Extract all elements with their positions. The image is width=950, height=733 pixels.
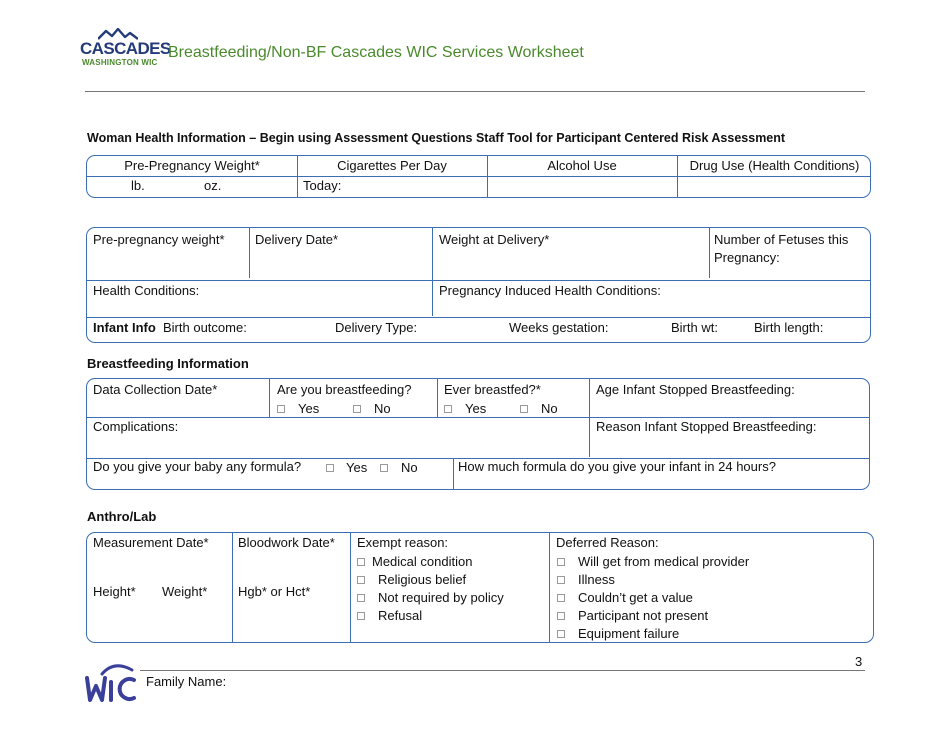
bf-yes-label: Yes (298, 401, 320, 416)
ever-bf-yes-checkbox[interactable] (444, 405, 452, 413)
deferred-option: Equipment failure (578, 626, 680, 641)
delivery-type-label: Delivery Type: (335, 320, 418, 335)
weeks-gestation-label: Weeks gestation: (509, 320, 609, 335)
pregnancy-table (86, 227, 871, 343)
ever-breastfed-field: Ever breastfed?* (444, 382, 541, 397)
are-you-breastfeeding-field: Are you breastfeeding? (277, 382, 412, 397)
bf-no-label: No (374, 401, 391, 416)
birth-outcome-label: Birth outcome: (163, 320, 247, 335)
exempt-medical-checkbox[interactable] (357, 558, 365, 566)
anthro-table (86, 532, 874, 643)
bf-yes-checkbox[interactable] (277, 405, 285, 413)
formula-question: Do you give your baby any formula? (93, 459, 302, 474)
formula-amount-field: How much formula do you give your infant in 24 hours? (458, 459, 776, 474)
page-number: 3 (855, 654, 863, 669)
deferred-option: Couldn’t get a value (578, 590, 693, 605)
birth-length-label: Birth length: (754, 320, 824, 335)
deferred-option: Illness (578, 572, 615, 587)
deferred-reason-label: Deferred Reason: (556, 535, 659, 550)
weight-field: Weight* (162, 584, 208, 599)
fetuses-field-line2: Pregnancy: (714, 250, 780, 265)
bf-no-checkbox[interactable] (353, 405, 361, 413)
exempt-option: Religious belief (378, 572, 467, 587)
anthro-heading: Anthro/Lab (87, 509, 157, 524)
logo-main-text: CASCADES (80, 39, 171, 58)
formula-no-checkbox[interactable] (380, 464, 388, 472)
fetuses-field-line1: Number of Fetuses this (714, 232, 849, 247)
deferred-illness-checkbox[interactable] (557, 576, 565, 584)
age-stopped-field: Age Infant Stopped Breastfeeding: (596, 382, 795, 397)
exempt-option: Medical condition (372, 554, 473, 569)
measurement-date-field: Measurement Date* (93, 535, 209, 550)
cascades-logo (80, 28, 171, 70)
footer-divider (140, 670, 865, 671)
exempt-religious-checkbox[interactable] (357, 576, 365, 584)
deferred-option: Will get from medical provider (578, 554, 750, 569)
deferred-option: Participant not present (578, 608, 709, 623)
logo-sub-text: WASHINGTON WIC (82, 58, 158, 67)
breastfeeding-heading: Breastfeeding Information (87, 356, 249, 371)
weight-at-delivery-field: Weight at Delivery* (439, 232, 550, 247)
deferred-notpresent-checkbox[interactable] (557, 612, 565, 620)
pregnancy-induced-field: Pregnancy Induced Health Conditions: (439, 283, 661, 298)
lb-label: lb. (131, 178, 145, 193)
woman-health-heading: Woman Health Information – Begin using Assessment Questions Staff Tool for Participant Centered Risk Assessment (87, 131, 786, 145)
delivery-date-field: Delivery Date* (255, 232, 339, 247)
header-divider (85, 91, 865, 92)
exempt-reason-label: Exempt reason: (357, 535, 449, 550)
exempt-refusal-checkbox[interactable] (357, 612, 365, 620)
family-name-label: Family Name: (146, 674, 227, 689)
wic-logo-icon (84, 660, 140, 706)
data-collection-date-field: Data Collection Date* (93, 382, 218, 397)
bloodwork-date-field: Bloodwork Date* (238, 535, 335, 550)
formula-yes-checkbox[interactable] (326, 464, 334, 472)
birth-weight-label: Birth wt: (671, 320, 718, 335)
infant-info-label: Infant Info (93, 320, 156, 335)
ever-bf-no-checkbox[interactable] (520, 405, 528, 413)
exempt-option: Not required by policy (378, 590, 504, 605)
hgb-hct-field: Hgb* or Hct* (238, 584, 311, 599)
health-conditions-field: Health Conditions: (93, 283, 200, 298)
wic-logo (84, 660, 140, 706)
drug-use-header: Drug Use (Health Conditions) (689, 158, 860, 173)
page-title: Breastfeeding/Non-BF Cascades WIC Services Worksheet (168, 44, 584, 61)
exempt-policy-checkbox[interactable] (357, 594, 365, 602)
height-field: Height* (93, 584, 136, 599)
today-label: Today: (303, 178, 342, 193)
deferred-novalue-checkbox[interactable] (557, 594, 565, 602)
cigarettes-header: Cigarettes Per Day (337, 158, 447, 173)
ever-bf-no-label: No (541, 401, 558, 416)
deferred-equipment-checkbox[interactable] (557, 630, 565, 638)
ever-bf-yes-label: Yes (465, 401, 487, 416)
formula-yes-label: Yes (346, 460, 368, 475)
prepregnancy-weight-header: Pre-Pregnancy Weight* (124, 158, 260, 173)
reason-stopped-field: Reason Infant Stopped Breastfeeding: (596, 419, 817, 434)
complications-field: Complications: (93, 419, 179, 434)
exempt-option: Refusal (378, 608, 423, 623)
alcohol-header: Alcohol Use (547, 158, 617, 173)
oz-label: oz. (204, 178, 222, 193)
breastfeeding-table (86, 378, 870, 490)
woman-health-table (86, 155, 871, 198)
deferred-provider-checkbox[interactable] (557, 558, 565, 566)
formula-no-label: No (401, 460, 418, 475)
prepregnancy-weight-field: Pre-pregnancy weight* (93, 232, 225, 247)
